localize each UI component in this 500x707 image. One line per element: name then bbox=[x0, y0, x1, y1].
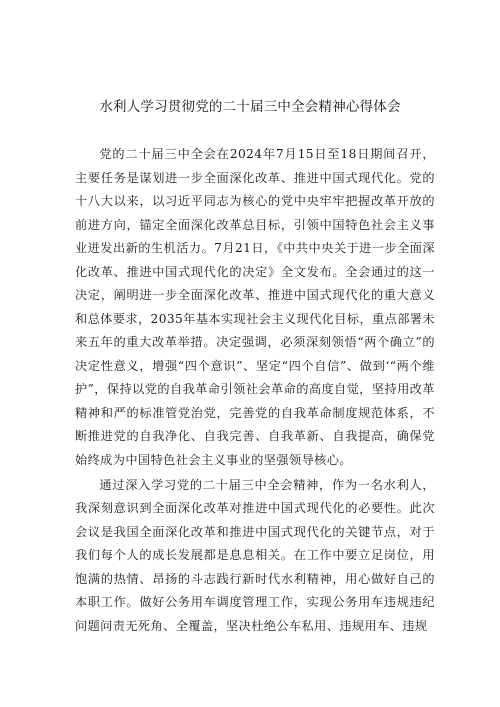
paragraph: 党的二十届三中全会在2024年7月15日至18日期间召开，主要任务是谋划进一步全面深化改革、推进中国式现代化。党的十八大以来，以习近平同志为核心的党中央牢牢把握改革开放的前进方向，锚定全面深化改革总目标，引领中国特色社会主义事业迸发出新的生机活力。7月21日，《中共中央关于进一步全面深化改革、推进中国式现代化的决定》全文发布。全会通过的这一决定，阐明进一步全面深化改革、推进中国式现代化的重大意义和总体要求，2035年基本实现社会主义现代化目标，重点部署未来五年的重大改革举措。决定强调，必须深刻领悟“两个确立”的决定性意义，增强“四个意识”、坚定“四个自信”、做到‘“两个维护”，保持以党的自我革命引领社会革命的高度自觉，坚持用改革精神和严的标准管党治党，完善党的自我革命制度规范体系，不断推进党的自我净化、自我完善、自我革新、自我提高，确保党始终成为中国特色社会主义事业的坚强领导核心。 bbox=[75, 147, 435, 467]
document-body bbox=[75, 143, 435, 640]
paragraph: 通过深入学习党的二十届三中全会精神，作为一名水利人，我深刻意识到全面深化改革对推进中国式现代化的必要性。此次会议是我国全面深化改革和推进中国式现代化的关键节点，对于我们每个人的成长发展都是息息相关。在工作中要立足岗位，用饱满的热情、昂扬的斗志践行新时代水利精神，用心做好自己的本职工作。做好公务用车调度管理工作，实现公务用车违规违纪问题问责无死角、全覆盖，坚决杜绝公车私用、违规用车、违规 bbox=[75, 477, 435, 633]
document-title: 水利人学习贯彻党的二十届三中全会精神心得体会 bbox=[99, 99, 401, 115]
